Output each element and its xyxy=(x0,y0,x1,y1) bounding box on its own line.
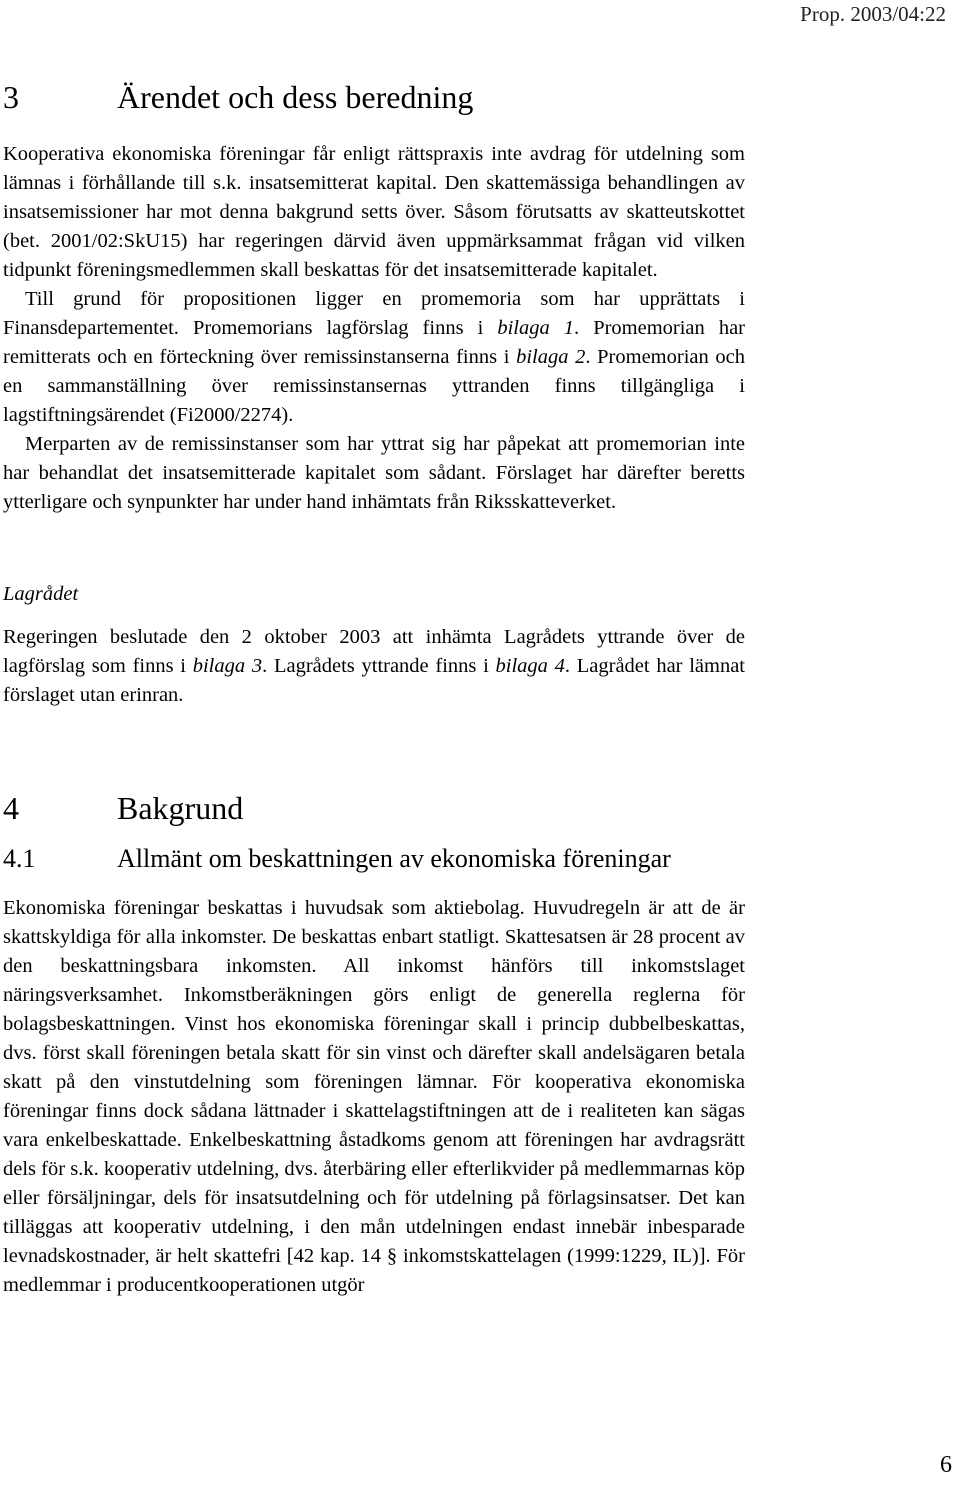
appendix-reference: bilaga 1 xyxy=(497,317,575,339)
appendix-reference: bilaga 3 xyxy=(192,655,263,677)
appendix-reference: bilaga 4 xyxy=(495,655,565,677)
subsection-heading-4-1 xyxy=(3,843,745,875)
subsection-title: Allmänt om beskattningen av ekonomiska föreningar xyxy=(117,844,671,873)
section-number: 3 xyxy=(3,79,19,115)
section-number: 4 xyxy=(3,790,19,826)
document-reference: Prop. 2003/04:22 xyxy=(800,2,946,26)
paragraph: Merparten av de remissinstanser som har yttrat sig har påpekat att promemorian inte har behandlat det insatsemitterade kapitalet som sådant. Förslaget har därefter beretts ytterligare och synpunkter har under hand inhämtats från Riksskatteverket. xyxy=(3,433,745,513)
section-heading-4 xyxy=(3,789,745,827)
paragraph: Kooperativa ekonomiska föreningar får enligt rättspraxis inte avdrag för utdelning som lämnas i förhållande till s.k. insatsemitterat kapital. Den skattemässiga behandlingen av insatsemissioner har mot denna bakgrund setts över. Såsom förutsatts av skatteutskottet (bet. 2001/02:SkU15) har regeringen därvid även uppmärksammat frågan vid vilken tidpunkt föreningsmedlemmen skall beskattas för det insatsemitterade kapitalet. xyxy=(3,143,745,281)
page-content xyxy=(3,78,745,1300)
paragraph: Ekonomiska föreningar beskattas i huvudsak som aktiebolag. Huvudregeln är att de är skattskyldiga för alla inkomster. De beskattas enbart statligt. Skattesatsen är 28 procent av den beskattningsbara inkomsten. All inkomst hänförs till inkomstslaget näringsverksamhet. Inkomstberäkningen görs enligt de generella reglerna för bolagsbeskattningen. Vinst hos ekonomiska föreningar skall i princip dubbelbeskattas, dvs. först skall föreningen betala skatt för sin vinst och därefter skall andelsägaren betala skatt på den vinstutdelning som föreningen lämnar. För kooperativa ekonomiska föreningar finns dock sådana lättnader i skattelagstiftningen att de i realiteten kan sägas vara enkelbeskattade. Enkelbeskattning åstadkoms genom att föreningen har avdragsrätt dels för s.k. kooperativ utdelning, dvs. återbäring eller efterlikvider på medlemmarnas köp eller försäljningar, dels för insatsutdelning och för utdelning på förlagsinsatser. Det kan tilläggas att kooperativ utdelning, i den mån utdelningen endast innebär inbesparade levnadskostnader, är helt skattefri [42 kap. 14 § inkomstskattelagen (1999:1229, IL)]. För medlemmar i producentkooperationen utgör xyxy=(3,897,745,1296)
subheading-lagradet: Lagrådet xyxy=(3,583,79,605)
page-number: 6 xyxy=(940,1452,952,1478)
section-title: Bakgrund xyxy=(117,790,244,826)
subsection-number: 4.1 xyxy=(3,844,36,873)
appendix-reference: bilaga 2 xyxy=(516,346,586,368)
paragraph: Regeringen beslutade den 2 oktober 2003 att inhämta Lagrådets yttrande över de lagförslag som finns i bilaga 3. Lagrådets yttrande finns i bilaga 4. Lagrådet har lämnat förslaget utan erinran. xyxy=(3,626,745,706)
paragraph: Till grund för propositionen ligger en promemoria som har upprättats i Finansdepartementet. Promemorians lagförslag finns i bilaga 1. Promemorian har remitterats och en förteckning över remissinstanserna finns i bilaga 2. Promemorian och en sammanställning över remissinstansernas yttranden finns tillgängliga i lagstiftningsärendet (Fi2000/2274). xyxy=(3,288,745,426)
section-title: Ärendet och dess beredning xyxy=(117,79,474,115)
section-heading-3 xyxy=(3,78,745,116)
